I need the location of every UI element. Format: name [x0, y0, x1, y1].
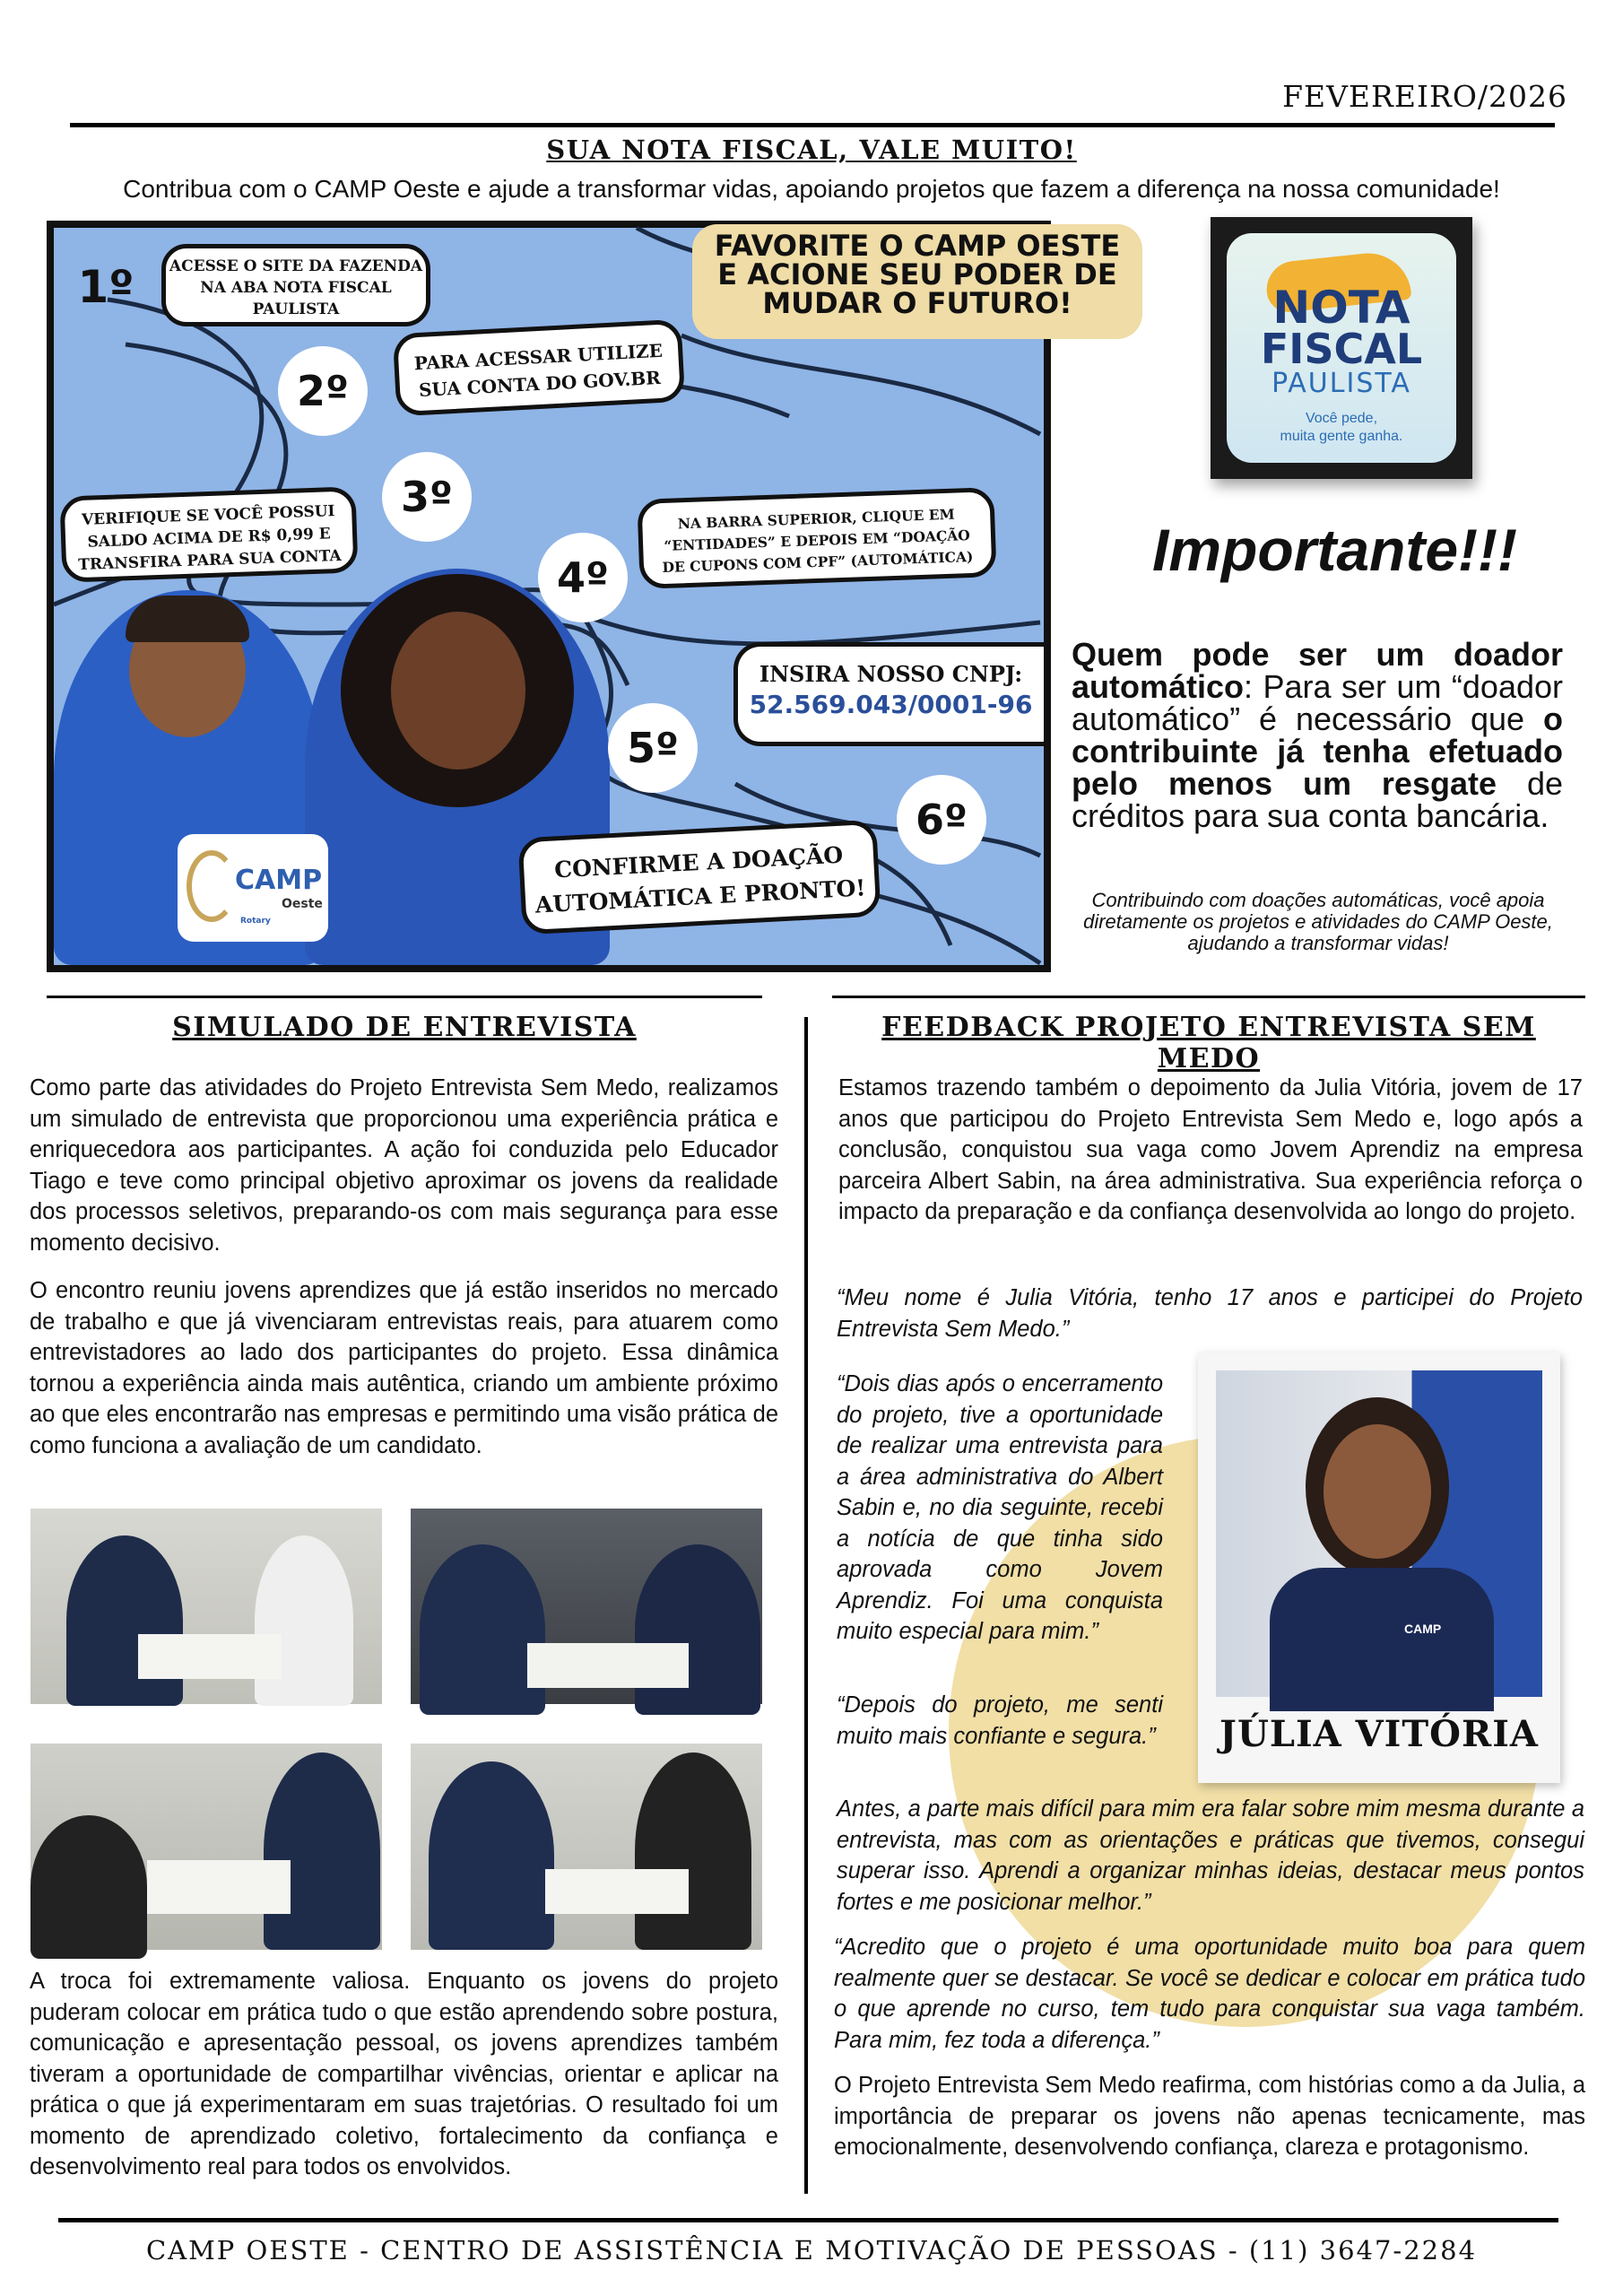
- footer-text: CAMP OESTE - CENTRO DE ASSISTÊNCIA E MOTIVAÇÃO DE PESSOAS - (11) 3647-2284: [145, 2235, 1478, 2266]
- step-2-line: PARA ACESSAR UTILIZE: [413, 339, 664, 375]
- important-text-part: : Para ser um “doador automático” é necessário que: [1072, 668, 1563, 737]
- step-5-bubble: [733, 642, 1044, 746]
- step-1-line: PAULISTA: [252, 300, 340, 318]
- left-section-divider: [47, 996, 762, 998]
- step-3-line: VERIFIQUE SE VOCÊ POSSUI: [81, 502, 335, 529]
- step-2-line: SUA CONTA DO GOV.BR: [418, 366, 662, 402]
- quote-2: “Dois dias após o encerramento do projeto, tive a oportunidade de realizar uma entrevista para a área administrativa do Albert Sabin e, no dia seguinte, recebi a notícia de que tinha sido aprovada como Jovem Aprendiz. Foi uma conquista muito especial para mim.”: [837, 1371, 1163, 1644]
- favorite-line: MUDAR O FUTURO!: [762, 286, 1072, 320]
- nfp-line1: NOTA: [1272, 282, 1410, 334]
- footer-divider: [58, 2218, 1558, 2222]
- left-paragraph-3: A troca foi extremamente valiosa. Enquanto os jovens do projeto puderam colocar em prática tudo o que estão aprendendo sobre postura, comunicação e apresentação pessoal, os jovens aprendizes também tiveram a oportunidade de compartilhar vivências, orientar e aplicar na prática o que já experimentaram em suas trajetórias. O resultado foi um momento de aprendizado coletivo, fortalecimento da confiança e desenvolvimento real para todos os envolvidos.: [30, 1969, 778, 2179]
- step-4-line: “ENTIDADES” E DEPOIS EM “DOAÇÃO: [664, 526, 971, 554]
- cnpj-number: 52.569.043/0001-96: [749, 690, 1033, 719]
- julia-photo: [1216, 1370, 1542, 1697]
- nfp-tagline2: muita gente ganha.: [1280, 429, 1403, 444]
- important-question: Quem pode ser um doador automático: [1072, 636, 1563, 705]
- step-4-number: 4º: [538, 533, 628, 622]
- step-1-line: NA ABA NOTA FISCAL: [200, 279, 392, 297]
- right-paragraph-1: Estamos trazendo também o depoimento da Julia Vitória, jovem de 17 anos que participou do Projeto Entrevista Sem Medo e, logo após a conclusão, conquistou sua vaga como Jovem Aprendiz na empresa parceira Albert Sabin, na área administrativa. Sua experiência reforça o impacto da preparação e da confiança desenvolvida ao longo do projeto.: [838, 1075, 1583, 1224]
- julia-photo-card: [1198, 1352, 1560, 1783]
- step-1-number: 1º: [77, 261, 135, 313]
- contribution-note: Contribuindo com doações automáticas, você apoia diretamente os projetos e atividades do CAMP Oeste, ajudando a transformar vidas!: [1083, 889, 1553, 954]
- right-section-divider: [832, 996, 1585, 998]
- interview-photo-1: [30, 1509, 382, 1704]
- step-2-number: 2º: [278, 346, 368, 436]
- step-6-line: CONFIRME A DOAÇÃO: [553, 841, 844, 883]
- subheadline: Contribua com o CAMP Oeste e ajude a transformar vidas, apoiando projetos que fazem a diferença na nossa comunidade!: [123, 175, 1500, 203]
- nfp-card: [1227, 233, 1456, 463]
- right-paragraph-2: O Projeto Entrevista Sem Medo reafirma, com histórias como a da Julia, a importância de preparar os jovens não apenas tecnicamente, mas emocionalmente, desenvolvendo confiança, clareza e protagonismo.: [834, 2073, 1585, 2160]
- favorite-banner: [692, 224, 1142, 339]
- interview-photo-4: [411, 1744, 762, 1950]
- shirt-logo: CAMP: [1404, 1622, 1442, 1636]
- right-section-title: FEEDBACK PROJETO ENTREVISTA SEM MEDO: [881, 1012, 1536, 1074]
- step-1-bubble: [161, 244, 430, 326]
- issue-date: FEVEREIRO/2026: [1282, 79, 1567, 114]
- step-3-number: 3º: [382, 452, 472, 542]
- left-paragraph-1: Como parte das atividades do Projeto Entrevista Sem Medo, realizamos um simulado de entrevista que proporcionou uma experiência prática e enriquecedora aos participantes. A ação foi conduzida pelo Educador Tiago e teve como principal objetivo aproximar os jovens da realidade dos processos seletivos, preparando-os com mais segurança para esse momento decisivo.: [30, 1075, 778, 1256]
- camp-logo-name: CAMP: [235, 865, 323, 896]
- quote-3: “Depois do projeto, me senti muito mais confiante e segura.”: [837, 1692, 1163, 1749]
- step-5-number: 5º: [608, 703, 698, 793]
- step-6-number: 6º: [897, 775, 986, 865]
- favorite-line: E ACIONE SEU PODER DE: [717, 257, 1117, 291]
- interview-photo-2: [411, 1509, 762, 1704]
- quote-4: Antes, a parte mais difícil para mim era falar sobre mim mesma durante a entrevista, mas com as orientações e práticas que tivemos, consegui superar isso. Aprendi a organizar minhas ideias, destacar meus pontos fortes e me posicionar melhor.”: [837, 1796, 1584, 1915]
- step-6-bubble: [517, 820, 881, 935]
- important-bold: o contribuinte já tenha efetuado pelo menos um resgate: [1072, 700, 1563, 802]
- nfp-line2: FISCAL: [1260, 325, 1423, 373]
- step-2-bubble: [393, 319, 685, 417]
- favorite-line: FAVORITE O CAMP OESTE: [714, 229, 1121, 263]
- important-title: Importante!!!: [1152, 517, 1517, 583]
- important-text-part: de créditos para sua conta bancária.: [1072, 765, 1564, 834]
- step-3-line: TRANSFIRA PARA SUA CONTA: [78, 546, 343, 575]
- quote-1: “Meu nome é Julia Vitória, tenho 17 anos e participei do Projeto Entrevista Sem Medo.”: [837, 1285, 1583, 1342]
- left-section-title: SIMULADO DE ENTREVISTA: [172, 1012, 637, 1043]
- headline: SUA NOTA FISCAL, VALE MUITO!: [546, 135, 1077, 165]
- interview-photo-3: [30, 1744, 382, 1950]
- step-4-bubble: [637, 487, 996, 589]
- step-3-bubble: [59, 486, 358, 582]
- nfp-line3: PAULISTA: [1271, 368, 1411, 399]
- left-paragraph-2: O encontro reuniu jovens aprendizes que já estão inseridos no mercado de trabalho e que já vivenciaram entrevistas reais, para atuarem como entrevistadores ao lado dos participantes do projeto. Essa dinâmica tornou a experiência ainda mais autêntica, criando um ambiente próximo ao que eles encontrarão nas empresas e permitindo uma visão prática de como funciona a avaliação de um candidato.: [30, 1278, 778, 1458]
- nota-fiscal-paulista-logo: [1211, 217, 1472, 479]
- camp-logo-tag: Rotary: [240, 917, 271, 926]
- quote-5: “Acredito que o projeto é uma oportunidade muito boa para quem realmente quer se destacar. Se você se dedicar e colocar em prática tudo o que aprende no curso, tem tudo para conquistar sua vaga também. Para mim, fez toda a diferença.”: [834, 1935, 1585, 2053]
- column-divider: [804, 1017, 808, 2194]
- top-divider: [70, 123, 1555, 127]
- important-text: [1072, 636, 1564, 834]
- camp-logo-sub: Oeste: [282, 897, 323, 911]
- step-6-line: AUTOMÁTICA E PRONTO!: [534, 874, 867, 918]
- step-1-line: ACESSE O SITE DA FAZENDA: [169, 257, 423, 275]
- nota-fiscal-infographic: [47, 221, 1121, 972]
- step-5-line: INSIRA NOSSO CNPJ:: [759, 661, 1023, 687]
- step-4-line: NA BARRA SUPERIOR, CLIQUE EM: [677, 505, 956, 533]
- julia-caption: JÚLIA VITÓRIA: [1219, 1713, 1539, 1755]
- nfp-tagline1: Você pede,: [1305, 411, 1378, 426]
- step-4-line: DE CUPONS COM CPF” (AUTOMÁTICA): [662, 547, 974, 577]
- camp-logo-badge: [178, 834, 328, 942]
- step-3-line: SALDO ACIMA DE R$ 0,99 E: [87, 525, 332, 552]
